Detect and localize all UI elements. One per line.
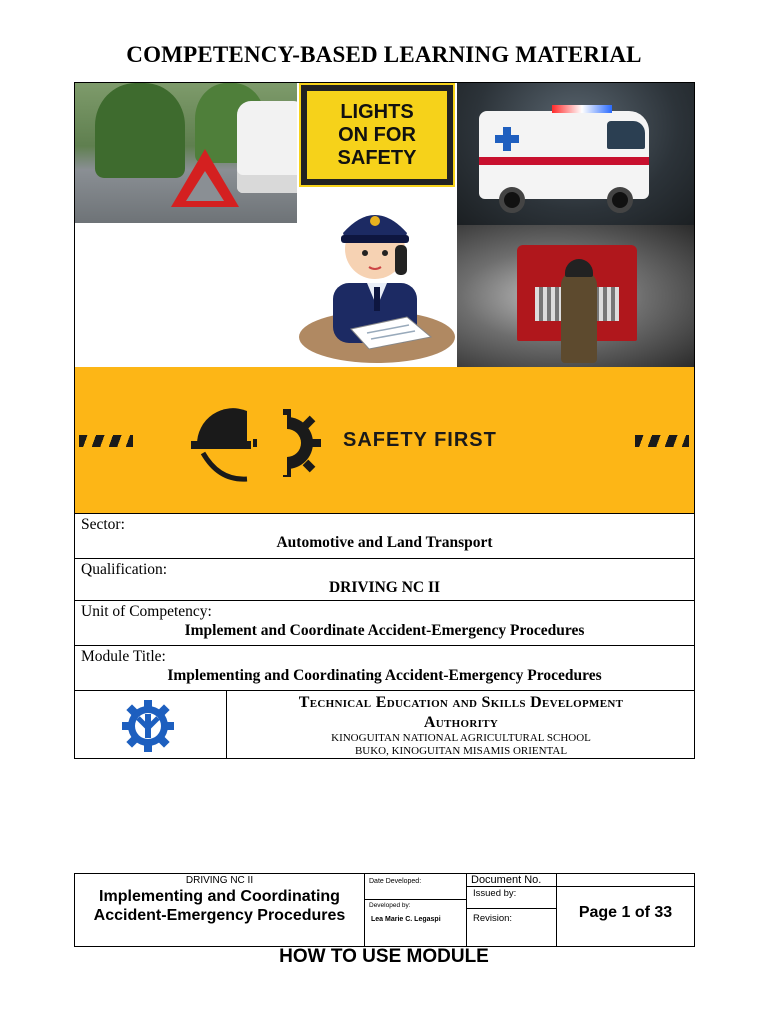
sign-line: SAFETY — [337, 146, 417, 169]
issued-by-label: Issued by: — [467, 887, 556, 909]
unit-of-competency-row — [74, 601, 695, 646]
section-heading: HOW TO USE MODULE — [279, 946, 489, 967]
revision-label: Revision: — [473, 913, 513, 924]
hazard-stripes — [79, 435, 133, 447]
sector-label: Sector: — [81, 516, 125, 533]
hazard-stripes — [635, 435, 689, 447]
footer-page-cell — [557, 874, 694, 946]
sign-line: LIGHTS — [340, 100, 414, 123]
document-no-label: Document No. — [467, 874, 694, 887]
school-name: KINOGUITAN NATIONAL AGRICULTURAL SCHOOL — [331, 732, 591, 744]
footer-module-title: Implementing and Coordinating Accident-Emergency Procedures — [93, 888, 346, 924]
document-title: COMPETENCY-BASED LEARNING MATERIAL — [126, 42, 642, 67]
ambulance-photo — [457, 83, 695, 225]
tesda-gear-logo-icon — [120, 700, 176, 752]
helmet-gear-icon — [189, 401, 329, 485]
date-developed-label: Date Developed: — [365, 874, 466, 900]
safety-first-text: SAFETY FIRST — [343, 429, 497, 451]
qualification-value: DRIVING NC II — [328, 579, 441, 596]
module-label: Module Title: — [81, 648, 166, 665]
agency-line: Authority — [423, 714, 499, 731]
sector-row — [74, 514, 695, 559]
page-number: Page 1 of 33 — [578, 904, 673, 921]
roadside-warning-triangle-photo — [75, 83, 297, 223]
unit-label: Unit of Competency: — [81, 603, 212, 620]
developed-by-label: Developed by: — [369, 902, 411, 909]
qualification-label: Qualification: — [81, 561, 168, 578]
cover-collage — [74, 82, 695, 514]
module-value: Implementing and Coordinating Accident-Emergency Procedures — [167, 667, 602, 684]
agency-block — [74, 691, 695, 759]
school-address: BUKO, KINOGUITAN MISAMIS ORIENTAL — [354, 745, 568, 757]
logo-cell — [75, 691, 227, 758]
footer-qualification: DRIVING NC II — [185, 875, 254, 886]
agency-line: Technical Education and Skills Development — [298, 694, 624, 711]
unit-value: Implement and Coordinate Accident-Emergency Procedures — [184, 622, 585, 639]
lights-on-sign — [301, 85, 453, 185]
footer-dev-cell — [365, 874, 467, 946]
footer-module-cell — [75, 874, 365, 946]
agency-name — [227, 693, 695, 733]
module-title-row — [74, 646, 695, 691]
developer-name: Lea Marie C. Legaspi — [371, 916, 441, 923]
police-officer-on-phone-illustration — [297, 187, 457, 367]
firefighter-photo — [457, 225, 695, 367]
sign-line: ON FOR — [338, 123, 416, 146]
safety-first-banner — [75, 367, 695, 514]
qualification-row — [74, 559, 695, 601]
sector-value: Automotive and Land Transport — [276, 534, 493, 551]
page-footer — [74, 873, 695, 947]
